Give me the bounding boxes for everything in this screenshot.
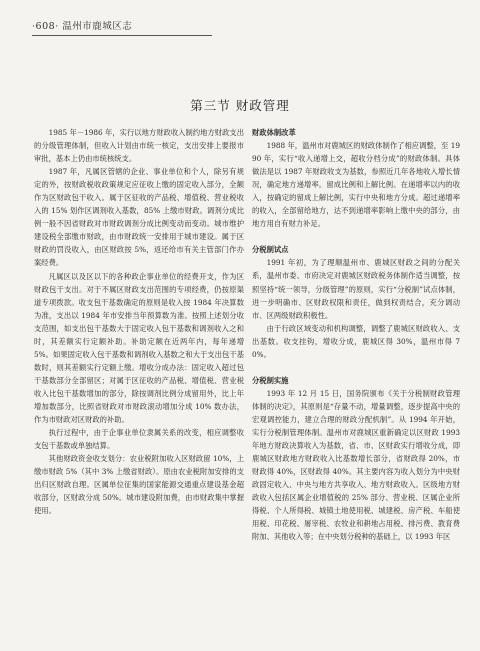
body-paragraph: 1993 年 12 月 15 日，国务院颁布《关于分税制财政管理体制的决定》，其原则是“存量不动，增量调整，逐步提高中央的宏观调控能力，建立合理的财政分配机制”。从 1994 年开始，实行分税制管理体制。温州市对鹿城区重新确定以区财政 1993 年地方财政决算收入为基数，省、市、区财政实行增收分成，即鹿城区财政地方财政收入比基数增长部分，省财政得 20%，市财政得 40%，区财政得 40%。其主要内容为收入划分为中央财政固定收入、中央与地方共享收入、地方财政收入。区级地方财政收入包括区属企业增值税的 25% 部分、营业税、区属企业所得税、个人所得税、城镇土地使用税、城建税、房产税、车船使用税、印花税、屠宰税、农牧业和耕地占用税、排污费、教育费附加、其他收入等；在中央划分税种的基础上，以 1993 年区	[252, 388, 460, 542]
subheading-fiscal-reform: 财政体制改革	[252, 128, 296, 137]
body-paragraph: 凡属区以及区以下的各种政企事业单位的经费开支，作为区财政包干支出。对于不属区财政支出范围的专项经费，仍按原渠道专项拨款。收支包干基数确定的原则是收入按 1984 年决算数为准，支出以 1984 年市安排当年预算数为准。按照上述划分收支范围，如支出包干基数大于固定收入包干基数和调剂收入之和时，其差额实行定额补助。补助定额在近两年内，每年递增 5%。如果固定收入包干基数和调剂收入基数之和大于支出包干基数时，则其差额实行定额上缴。增收分成办法：固定收入超过包干基数部分全部留区；对属于区征收的产品税、增值税、营业税收入比包干基数增加的部分，除按调剂比例分成留用外，比上年增加数部分，比照省财政对市财政滚动增加分成 10% 数办法，作为市财政对区财政的补助。	[34, 271, 244, 425]
body-paragraph: 1988 年，温州市对鹿城区的财政体制作了相应调整，至 1990 年，实行“收入递增上交，超收分档分成”的财政体制。具体做法是以 1987 年财政收支为基数，参照近几年各地收入增长情况，确定地方递增率。留成比例和上解比例。在递增率以内的收入，按确定的留成上解比例，实行中央和地方分成。超过递增率的收入，全部留给地方，达不到递增率影响上缴中央的部分，由地方用自有财力补足。	[252, 141, 460, 229]
body-paragraph: 执行过程中，由于企事业单位隶属关系的改变，相应调整收支包干基数或单独结算。	[34, 428, 244, 451]
subheading-tax-sharing-pilot: 分税制试点	[252, 245, 289, 255]
subheading-tax-sharing-implementation: 分税制实施	[252, 375, 289, 385]
block-gap	[252, 230, 460, 243]
body-paragraph: 1985 年－1986 年，实行以地方财政收入制约地方财政支出的分级管理体制，但收入计划由市统一核定，支出安排上要报市审批，基本上仍由市统核统支。	[34, 128, 244, 164]
body-paragraph: 1987 年，凡属区管辖的企业、事业单位和个人，除另有规定的外，按财政税收政策规定应征收上缴的固定收入部分，全额作为区财政包干收入。属于区征收的产品税、增值税、营业税收入的 15% 划作区调剂收入基数，85% 上缴市财政。调剂分成比例一般不因省财政对市财政调剂分成比例变动而变动。城市维护建设税全部缴市财政，由市财政统一安排用于城市建设。属于区财政的罚没收入，由区财政按 5%，返还给市有关主管部门作办案经费。	[34, 167, 244, 268]
body-paragraph: 1991 年初，为了理顺温州市、鹿城区财政之间的分配关系，温州市委、市府决定对鹿城区财政税务体制作适当调整，按照坚持“统一领导，分级管理”的原则，实行“分税制”试点体制，进一步明确市、区财政权限和责任，做到权责结合，充分调动市、区两级财政积极性。	[252, 258, 460, 320]
right-column	[252, 126, 460, 543]
running-header: ·608· 温州市鹿城区志	[32, 21, 133, 32]
block-gap	[252, 361, 460, 374]
section-title: 第三节 财政管理	[190, 98, 290, 113]
header-rule	[32, 35, 212, 36]
body-paragraph: 其他财政资金收支划分：农业税附加收入区财政留 10%，上缴市财政 5%（其中 3% 上缴省财政）。原由农业税附加安排的支出归区财政自理。区属单位征集的国家能源交通重点建设基金超收部分，区财政分成 50%。城市建设附加费，由市财政集中掌握使用。	[34, 454, 244, 516]
left-column	[34, 126, 244, 517]
body-paragraph: 由于行政区域变动和机构调整，调整了鹿城区财政收入、支出基数。收支挂钩，增收分成，鹿城区得 30%，温州市得 70%。	[252, 323, 460, 359]
